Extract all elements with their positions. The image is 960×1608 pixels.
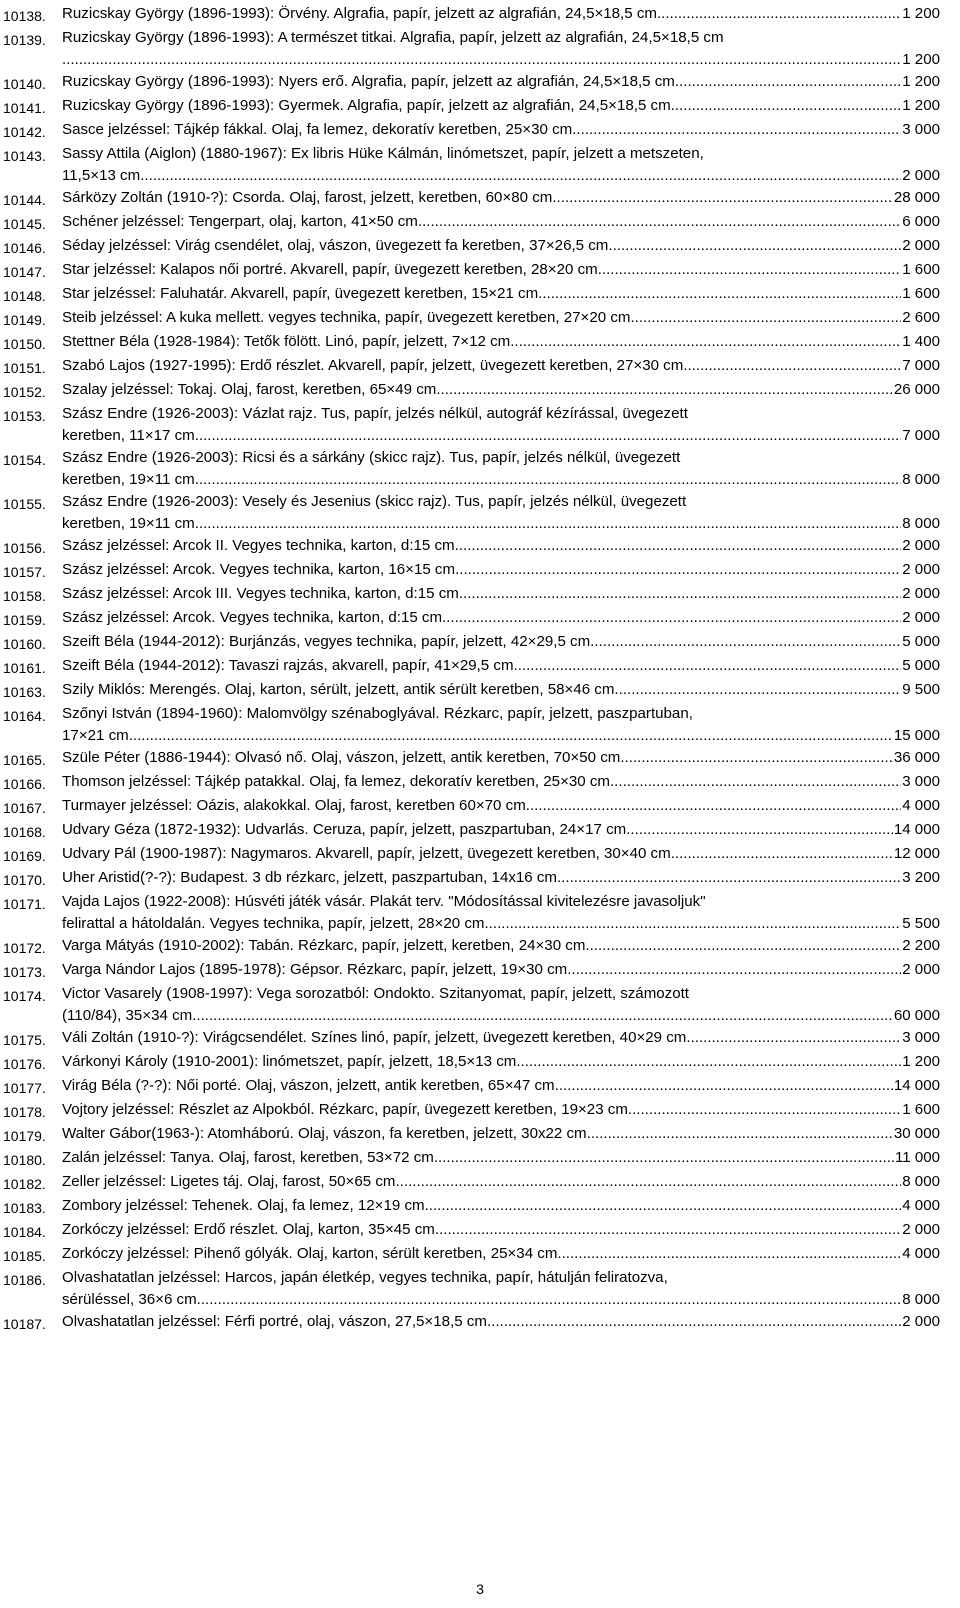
entry-text-line: Turmayer jelzéssel: Oázis, alakokkal. Olaj, farost, keretben 60×70 cm ..... bbox=[62, 795, 901, 817]
entry-last-line bbox=[62, 867, 940, 889]
entry-last-line bbox=[62, 819, 940, 841]
entry-text-line: felirattal a hátoldalán. Vegyes technika, papír, jelzett, 28×20 cm ..... bbox=[62, 913, 901, 935]
entry-number: 10145. bbox=[3, 216, 46, 232]
entry-text-line: Star jelzéssel: Faluhatár. Akvarell, papír, üvegezett keretben, 15×21 cm ..... bbox=[62, 283, 901, 305]
entry-last-line bbox=[62, 583, 940, 605]
entry-price: 1 200 bbox=[902, 97, 940, 114]
catalog-entry bbox=[3, 935, 940, 959]
entry-number: 10142. bbox=[3, 124, 46, 140]
catalog-entry bbox=[3, 283, 940, 307]
entry-last-line bbox=[62, 49, 940, 71]
entry-last-line bbox=[62, 355, 940, 377]
entry-description bbox=[62, 535, 940, 559]
entry-description bbox=[62, 259, 940, 283]
entry-last-line bbox=[62, 1005, 940, 1027]
entry-last-line bbox=[62, 679, 940, 701]
entry-text-line: Sassy Attila (Aiglon) (1880-1967): Ex libris Hüke Kálmán, linómetszet, papír, jelzett a metszeten, bbox=[62, 145, 704, 162]
entry-last-line bbox=[62, 1195, 940, 1217]
entry-description bbox=[62, 771, 940, 795]
catalog-entry bbox=[3, 1311, 940, 1335]
entry-number: 10174. bbox=[3, 988, 46, 1004]
entry-last-line bbox=[62, 535, 940, 557]
entry-text-line: Szeift Béla (1944-2012): Tavaszi rajzás, akvarell, papír, 41×29,5 cm ..... bbox=[62, 655, 901, 677]
entry-number: 10152. bbox=[3, 384, 46, 400]
entry-last-line bbox=[62, 935, 940, 957]
entry-last-line bbox=[62, 469, 940, 491]
entry-description bbox=[62, 1099, 940, 1123]
entry-text-line: Olvashatatlan jelzéssel: Férfi portré, olaj, vászon, 27,5×18,5 cm ..... bbox=[62, 1311, 901, 1333]
entry-number: 10182. bbox=[3, 1176, 46, 1192]
entry-text-line: Udvary Géza (1872-1932): Udvarlás. Ceruza, papír, jelzett, paszpartuban, 24×17 cm ..... bbox=[62, 819, 893, 841]
entry-last-line bbox=[62, 513, 940, 535]
entry-number: 10156. bbox=[3, 540, 46, 556]
entry-description bbox=[62, 491, 940, 535]
entry-text-line: Szász jelzéssel: Arcok II. Vegyes technika, karton, d:15 cm ..... bbox=[62, 535, 901, 557]
entry-description bbox=[62, 983, 940, 1027]
catalog-entry bbox=[3, 187, 940, 211]
entry-last-line bbox=[62, 1027, 940, 1049]
entry-last-line bbox=[62, 331, 940, 353]
entry-number: 10173. bbox=[3, 964, 46, 980]
entry-description bbox=[62, 307, 940, 331]
entry-price: 2 000 bbox=[902, 1313, 940, 1330]
entry-text-line: Ruzicskay György (1896-1993): Nyers erő. Algrafia, papír, jelzett az algrafián, 24,5×18,5 cm ..... bbox=[62, 71, 901, 93]
entry-number: 10147. bbox=[3, 264, 46, 280]
entry-price: 30 000 bbox=[893, 1125, 940, 1142]
entry-number: 10139. bbox=[3, 32, 46, 48]
entry-description bbox=[62, 1027, 940, 1051]
entry-last-line bbox=[62, 307, 940, 329]
entry-number: 10185. bbox=[3, 1248, 46, 1264]
entry-number: 10157. bbox=[3, 564, 46, 580]
entry-text-line bbox=[62, 49, 901, 71]
catalog-entry bbox=[3, 583, 940, 607]
entry-price: 5 000 bbox=[902, 633, 940, 650]
entry-description bbox=[62, 679, 940, 703]
entry-price: 3 000 bbox=[902, 1029, 940, 1046]
entry-price: 8 000 bbox=[902, 515, 940, 532]
entry-last-line bbox=[62, 235, 940, 257]
entry-text-line: Varga Mátyás (1910-2002): Tabán. Rézkarc, papír, jelzett, keretben, 24×30 cm ..... bbox=[62, 935, 901, 957]
entry-description bbox=[62, 559, 940, 583]
catalog-entry bbox=[3, 235, 940, 259]
entry-number: 10180. bbox=[3, 1152, 46, 1168]
entry-price: 1 600 bbox=[902, 285, 940, 302]
entry-price: 36 000 bbox=[893, 749, 940, 766]
entry-last-line bbox=[62, 187, 940, 209]
entry-text-line: Szász jelzéssel: Arcok. Vegyes technika, karton, d:15 cm ..... bbox=[62, 607, 901, 629]
entry-last-line bbox=[62, 655, 940, 677]
entry-last-line bbox=[62, 1171, 940, 1193]
catalog-entry bbox=[3, 355, 940, 379]
entry-price: 2 000 bbox=[902, 585, 940, 602]
entry-description bbox=[62, 211, 940, 235]
catalog-entry bbox=[3, 867, 940, 891]
entry-price: 2 000 bbox=[902, 1221, 940, 1238]
catalog-entry bbox=[3, 1075, 940, 1099]
entry-number: 10161. bbox=[3, 660, 46, 676]
entry-last-line bbox=[62, 283, 940, 305]
entry-last-line bbox=[62, 959, 940, 981]
entry-description bbox=[62, 379, 940, 403]
entry-description bbox=[62, 1051, 940, 1075]
entry-price: 7 000 bbox=[902, 427, 940, 444]
entry-description bbox=[62, 235, 940, 259]
entry-price: 2 000 bbox=[902, 561, 940, 578]
entry-description bbox=[62, 119, 940, 143]
entry-description bbox=[62, 631, 940, 655]
entry-number: 10178. bbox=[3, 1104, 46, 1120]
catalog-entry bbox=[3, 259, 940, 283]
catalog-entry bbox=[3, 819, 940, 843]
entry-text-line: (110/84), 35×34 cm ..... bbox=[62, 1005, 893, 1027]
entry-number: 10146. bbox=[3, 240, 46, 256]
entry-text-line: Ruzicskay György (1896-1993): Örvény. Algrafia, papír, jelzett az algrafián, 24,5×18,5 cm ..... bbox=[62, 3, 901, 25]
entry-number: 10141. bbox=[3, 100, 46, 116]
entry-text-line: Szeift Béla (1944-2012): Burjánzás, vegyes technika, papír, jelzett, 42×29,5 cm ..... bbox=[62, 631, 901, 653]
catalog-entry bbox=[3, 1027, 940, 1051]
entry-last-line bbox=[62, 1243, 940, 1265]
entry-text-line: Vajda Lajos (1922-2008): Húsvéti játék vásár. Plakát terv. "Módosítással kivitelezésre javasoljuk" bbox=[62, 893, 706, 910]
entry-last-line bbox=[62, 95, 940, 117]
entry-number: 10140. bbox=[3, 76, 46, 92]
catalog-entry bbox=[3, 447, 940, 491]
entry-last-line bbox=[62, 1219, 940, 1241]
catalog-list bbox=[3, 3, 940, 1335]
entry-text-line: Virág Béla (?-?): Női porté. Olaj, vászon, jelzett, antik keretben, 65×47 cm ..... bbox=[62, 1075, 893, 1097]
catalog-entry bbox=[3, 1099, 940, 1123]
entry-description bbox=[62, 959, 940, 983]
entry-price: 1 600 bbox=[902, 261, 940, 278]
catalog-entry bbox=[3, 1051, 940, 1075]
entry-text-line: Zalán jelzéssel: Tanya. Olaj, farost, keretben, 53×72 cm ..... bbox=[62, 1147, 894, 1169]
entry-description bbox=[62, 1147, 940, 1171]
entry-price: 8 000 bbox=[902, 471, 940, 488]
entry-number: 10151. bbox=[3, 360, 46, 376]
entry-description bbox=[62, 891, 940, 935]
entry-price: 1 200 bbox=[902, 5, 940, 22]
entry-text-line: Szalay jelzéssel: Tokaj. Olaj, farost, keretben, 65×49 cm ..... bbox=[62, 379, 893, 401]
catalog-entry bbox=[3, 27, 940, 71]
catalog-entry bbox=[3, 655, 940, 679]
entry-price: 1 400 bbox=[902, 333, 940, 350]
entry-description bbox=[62, 355, 940, 379]
entry-number: 10168. bbox=[3, 824, 46, 840]
entry-description bbox=[62, 71, 940, 95]
entry-description bbox=[62, 843, 940, 867]
catalog-entry bbox=[3, 331, 940, 355]
entry-last-line bbox=[62, 1075, 940, 1097]
entry-description bbox=[62, 867, 940, 891]
entry-number: 10171. bbox=[3, 896, 46, 912]
entry-price: 11 000 bbox=[894, 1149, 940, 1166]
entry-last-line bbox=[62, 725, 940, 747]
entry-text-line: Zeller jelzéssel: Ligetes táj. Olaj, farost, 50×65 cm ..... bbox=[62, 1171, 901, 1193]
entry-text-line: Váli Zoltán (1910-?): Virágcsendélet. Színes linó, papír, jelzett, üvegezett keretben, 40×29 cm ..... bbox=[62, 1027, 901, 1049]
entry-last-line bbox=[62, 559, 940, 581]
entry-description bbox=[62, 1311, 940, 1335]
entry-description bbox=[62, 95, 940, 119]
entry-number: 10143. bbox=[3, 148, 46, 164]
entry-text-line: Sasce jelzéssel: Tájkép fákkal. Olaj, fa lemez, dekoratív keretben, 25×30 cm ..... bbox=[62, 119, 901, 141]
entry-text-line: Steib jelzéssel: A kuka mellett. vegyes technika, papír, üvegezett keretben, 27×20 cm ..... bbox=[62, 307, 901, 329]
entry-price: 3 200 bbox=[902, 869, 940, 886]
entry-number: 10150. bbox=[3, 336, 46, 352]
entry-number: 10179. bbox=[3, 1128, 46, 1144]
entry-number: 10164. bbox=[3, 708, 46, 724]
entry-price: 1 200 bbox=[902, 51, 940, 68]
entry-price: 2 000 bbox=[902, 961, 940, 978]
entry-price: 2 000 bbox=[902, 537, 940, 554]
entry-price: 14 000 bbox=[893, 821, 940, 838]
entry-price: 28 000 bbox=[893, 189, 940, 206]
entry-description bbox=[62, 283, 940, 307]
catalog-entry bbox=[3, 891, 940, 935]
entry-description bbox=[62, 819, 940, 843]
entry-text-line: Séday jelzéssel: Virág csendélet, olaj, vászon, üvegezett fa keretben, 37×26,5 cm ..... bbox=[62, 235, 901, 257]
entry-text-line: Szabó Lajos (1927-1995): Erdő részlet. Akvarell, papír, jelzett, üvegezett keretben, 27×30 cm ..... bbox=[62, 355, 901, 377]
catalog-entry bbox=[3, 843, 940, 867]
entry-number: 10184. bbox=[3, 1224, 46, 1240]
entry-description bbox=[62, 27, 940, 71]
entry-text-line: Ruzicskay György (1896-1993): Gyermek. Algrafia, papír, jelzett az algrafián, 24,5×18,5 cm ..... bbox=[62, 95, 901, 117]
entry-description bbox=[62, 795, 940, 819]
entry-text-line: Zombory jelzéssel: Tehenek. Olaj, fa lemez, 12×19 cm ..... bbox=[62, 1195, 901, 1217]
entry-number: 10186. bbox=[3, 1272, 46, 1288]
entry-description bbox=[62, 1075, 940, 1099]
catalog-entry bbox=[3, 95, 940, 119]
catalog-entry bbox=[3, 631, 940, 655]
catalog-entry bbox=[3, 1243, 940, 1267]
entry-price: 3 000 bbox=[902, 773, 940, 790]
entry-text-line: Zorkóczy jelzéssel: Pihenő gólyák. Olaj, karton, sérült keretben, 25×34 cm ..... bbox=[62, 1243, 901, 1265]
entry-description bbox=[62, 1243, 940, 1267]
entry-text-line: Star jelzéssel: Kalapos női portré. Akvarell, papír, üvegezett keretben, 28×20 cm ..... bbox=[62, 259, 901, 281]
catalog-entry bbox=[3, 771, 940, 795]
entry-text-line: Uher Aristid(?-?): Budapest. 3 db rézkarc, jelzett, paszpartuban, 14x16 cm ..... bbox=[62, 867, 901, 889]
entry-number: 10169. bbox=[3, 848, 46, 864]
catalog-entry bbox=[3, 679, 940, 703]
entry-price: 2 600 bbox=[902, 309, 940, 326]
entry-number: 10155. bbox=[3, 496, 46, 512]
catalog-entry bbox=[3, 535, 940, 559]
page-number: 3 bbox=[476, 1581, 484, 1597]
entry-last-line bbox=[62, 1289, 940, 1311]
entry-description bbox=[62, 1123, 940, 1147]
entry-number: 10170. bbox=[3, 872, 46, 888]
entry-text-line: Varga Nándor Lajos (1895-1978): Gépsor. Rézkarc, papír, jelzett, 19×30 cm ..... bbox=[62, 959, 901, 981]
entry-number: 10166. bbox=[3, 776, 46, 792]
entry-price: 2 000 bbox=[902, 609, 940, 626]
entry-price: 5 500 bbox=[902, 915, 940, 932]
entry-last-line bbox=[62, 607, 940, 629]
entry-text-line: Szüle Péter (1886-1944): Olvasó nő. Olaj, vászon, jelzett, antik keretben, 70×50 cm ..... bbox=[62, 747, 893, 769]
entry-number: 10172. bbox=[3, 940, 46, 956]
catalog-entry bbox=[3, 703, 940, 747]
entry-description bbox=[62, 1195, 940, 1219]
catalog-entry bbox=[3, 747, 940, 771]
entry-text-line: Szász jelzéssel: Arcok. Vegyes technika, karton, 16×15 cm ..... bbox=[62, 559, 901, 581]
entry-last-line bbox=[62, 165, 940, 187]
entry-text-line: Szász jelzéssel: Arcok III. Vegyes technika, karton, d:15 cm ..... bbox=[62, 583, 901, 605]
entry-description bbox=[62, 703, 940, 747]
entry-description bbox=[62, 143, 940, 187]
entry-text-line: Szőnyi István (1894-1960): Malomvölgy szénaboglyával. Rézkarc, papír, jelzett, paszpartuban, bbox=[62, 705, 693, 722]
catalog-entry bbox=[3, 119, 940, 143]
entry-text-line: Várkonyi Károly (1910-2001): linómetszet, papír, jelzett, 18,5×13 cm ..... bbox=[62, 1051, 901, 1073]
catalog-entry bbox=[3, 1123, 940, 1147]
entry-number: 10167. bbox=[3, 800, 46, 816]
catalog-entry bbox=[3, 1147, 940, 1171]
entry-price: 4 000 bbox=[902, 1197, 940, 1214]
entry-description bbox=[62, 1171, 940, 1195]
entry-description bbox=[62, 1267, 940, 1311]
entry-number: 10187. bbox=[3, 1316, 46, 1332]
entry-text-line: Schéner jelzéssel: Tengerpart, olaj, karton, 41×50 cm ..... bbox=[62, 211, 901, 233]
catalog-entry bbox=[3, 1219, 940, 1243]
entry-description bbox=[62, 747, 940, 771]
entry-text-line: Zorkóczy jelzéssel: Erdő részlet. Olaj, karton, 35×45 cm ..... bbox=[62, 1219, 901, 1241]
catalog-entry bbox=[3, 491, 940, 535]
entry-description bbox=[62, 3, 940, 27]
entry-price: 26 000 bbox=[893, 381, 940, 398]
entry-number: 10176. bbox=[3, 1056, 46, 1072]
entry-text-line: Udvary Pál (1900-1987): Nagymaros. Akvarell, papír, jelzett, üvegezett keretben, 30×40 cm ..... bbox=[62, 843, 893, 865]
catalog-entry bbox=[3, 379, 940, 403]
entry-last-line bbox=[62, 843, 940, 865]
entry-text-line: Ruzicskay György (1896-1993): A természet titkai. Algrafia, papír, jelzett az algrafián, 24,5×18,5 cm bbox=[62, 29, 724, 46]
entry-number: 10160. bbox=[3, 636, 46, 652]
entry-number: 10144. bbox=[3, 192, 46, 208]
entry-price: 7 000 bbox=[902, 357, 940, 374]
catalog-entry bbox=[3, 307, 940, 331]
entry-price: 6 000 bbox=[902, 213, 940, 230]
entry-price: 9 500 bbox=[902, 681, 940, 698]
entry-price: 8 000 bbox=[902, 1173, 940, 1190]
entry-description bbox=[62, 187, 940, 211]
entry-text-line: Sárközy Zoltán (1910-?): Csorda. Olaj, farost, jelzett, keretben, 60×80 cm ..... bbox=[62, 187, 893, 209]
entry-price: 1 200 bbox=[902, 73, 940, 90]
entry-last-line bbox=[62, 913, 940, 935]
entry-last-line bbox=[62, 747, 940, 769]
entry-last-line bbox=[62, 119, 940, 141]
catalog-entry bbox=[3, 959, 940, 983]
entry-last-line bbox=[62, 795, 940, 817]
catalog-entry bbox=[3, 403, 940, 447]
entry-price: 14 000 bbox=[893, 1077, 940, 1094]
entry-last-line bbox=[62, 1051, 940, 1073]
entry-number: 10159. bbox=[3, 612, 46, 628]
entry-price: 2 000 bbox=[902, 167, 940, 184]
catalog-entry bbox=[3, 983, 940, 1027]
entry-text-line: Olvashatatlan jelzéssel: Harcos, japán életkép, vegyes technika, papír, hátulján feliratozva, bbox=[62, 1269, 668, 1286]
entry-price: 1 200 bbox=[902, 1053, 940, 1070]
entry-last-line bbox=[62, 1099, 940, 1121]
entry-number: 10165. bbox=[3, 752, 46, 768]
entry-price: 12 000 bbox=[893, 845, 940, 862]
catalog-entry bbox=[3, 1267, 940, 1311]
entry-text-line: Stettner Béla (1928-1984): Tetők fölött. Linó, papír, jelzett, 7×12 cm ..... bbox=[62, 331, 901, 353]
entry-price: 2 000 bbox=[902, 237, 940, 254]
entry-number: 10183. bbox=[3, 1200, 46, 1216]
entry-price: 15 000 bbox=[893, 727, 940, 744]
entry-price: 4 000 bbox=[902, 1245, 940, 1262]
entry-last-line bbox=[62, 1147, 940, 1169]
entry-last-line bbox=[62, 71, 940, 93]
entry-last-line bbox=[62, 211, 940, 233]
entry-last-line bbox=[62, 425, 940, 447]
entry-text-line: Victor Vasarely (1908-1997): Vega sorozatból: Ondokto. Szitanyomat, papír, jelzett, számozott bbox=[62, 985, 690, 1002]
entry-description bbox=[62, 447, 940, 491]
entry-price: 3 000 bbox=[902, 121, 940, 138]
catalog-entry bbox=[3, 1195, 940, 1219]
entry-last-line bbox=[62, 1311, 940, 1333]
entry-description bbox=[62, 935, 940, 959]
catalog-entry bbox=[3, 607, 940, 631]
entry-price: 8 000 bbox=[902, 1291, 940, 1308]
catalog-entry bbox=[3, 3, 940, 27]
entry-price: 60 000 bbox=[893, 1007, 940, 1024]
entry-text-line: keretben, 11×17 cm ..... bbox=[62, 425, 901, 447]
entry-price: 5 000 bbox=[902, 657, 940, 674]
entry-last-line bbox=[62, 1123, 940, 1145]
entry-price: 2 200 bbox=[902, 937, 940, 954]
entry-number: 10149. bbox=[3, 312, 46, 328]
entry-last-line bbox=[62, 259, 940, 281]
catalog-entry bbox=[3, 795, 940, 819]
catalog-entry bbox=[3, 211, 940, 235]
entry-price: 4 000 bbox=[902, 797, 940, 814]
entry-last-line bbox=[62, 3, 940, 25]
entry-text-line: 17×21 cm ..... bbox=[62, 725, 893, 747]
entry-number: 10153. bbox=[3, 408, 46, 424]
entry-number: 10154. bbox=[3, 452, 46, 468]
entry-text-line: keretben, 19×11 cm ..... bbox=[62, 513, 901, 535]
entry-text-line: Walter Gábor(1963-): Atomháború. Olaj, vászon, fa keretben, jelzett, 30x22 cm ..... bbox=[62, 1123, 893, 1145]
entry-description bbox=[62, 655, 940, 679]
entry-number: 10158. bbox=[3, 588, 46, 604]
entry-number: 10177. bbox=[3, 1080, 46, 1096]
entry-text-line: Vojtory jelzéssel: Részlet az Alpokból. Rézkarc, papír, üvegezett keretben, 19×23 cm ..... bbox=[62, 1099, 901, 1121]
entry-text-line: Thomson jelzéssel: Tájkép patakkal. Olaj, fa lemez, dekoratív keretben, 25×30 cm ..... bbox=[62, 771, 901, 793]
entry-description bbox=[62, 1219, 940, 1243]
entry-number: 10148. bbox=[3, 288, 46, 304]
catalog-entry bbox=[3, 143, 940, 187]
entry-text-line: 11,5×13 cm ..... bbox=[62, 165, 901, 187]
entry-number: 10175. bbox=[3, 1032, 46, 1048]
entry-number: 10163. bbox=[3, 684, 46, 700]
entry-number: 10138. bbox=[3, 8, 46, 24]
entry-text-line: keretben, 19×11 cm ..... bbox=[62, 469, 901, 491]
entry-description bbox=[62, 403, 940, 447]
entry-last-line bbox=[62, 379, 940, 401]
catalog-entry bbox=[3, 559, 940, 583]
entry-text-line: Szász Endre (1926-2003): Ricsi és a sárkány (skicc rajz). Tus, papír, jelzés nélkül, üvegezett bbox=[62, 449, 681, 466]
entry-description bbox=[62, 331, 940, 355]
entry-price: 1 600 bbox=[902, 1101, 940, 1118]
entry-text-line: Szily Miklós: Merengés. Olaj, karton, sérült, jelzett, antik sérült keretben, 58×46 cm ..... bbox=[62, 679, 901, 701]
catalog-entry bbox=[3, 1171, 940, 1195]
entry-last-line bbox=[62, 631, 940, 653]
entry-description bbox=[62, 607, 940, 631]
entry-last-line bbox=[62, 771, 940, 793]
entry-description bbox=[62, 583, 940, 607]
entry-text-line: sérüléssel, 36×6 cm ..... bbox=[62, 1289, 901, 1311]
entry-text-line: Szász Endre (1926-2003): Vesely és Jesenius (skicc rajz). Tus, papír, jelzés nélkül, üvegezett bbox=[62, 493, 687, 510]
catalog-entry bbox=[3, 71, 940, 95]
entry-text-line: Szász Endre (1926-2003): Vázlat rajz. Tus, papír, jelzés nélkül, autográf kézírással, üvegezett bbox=[62, 405, 688, 422]
